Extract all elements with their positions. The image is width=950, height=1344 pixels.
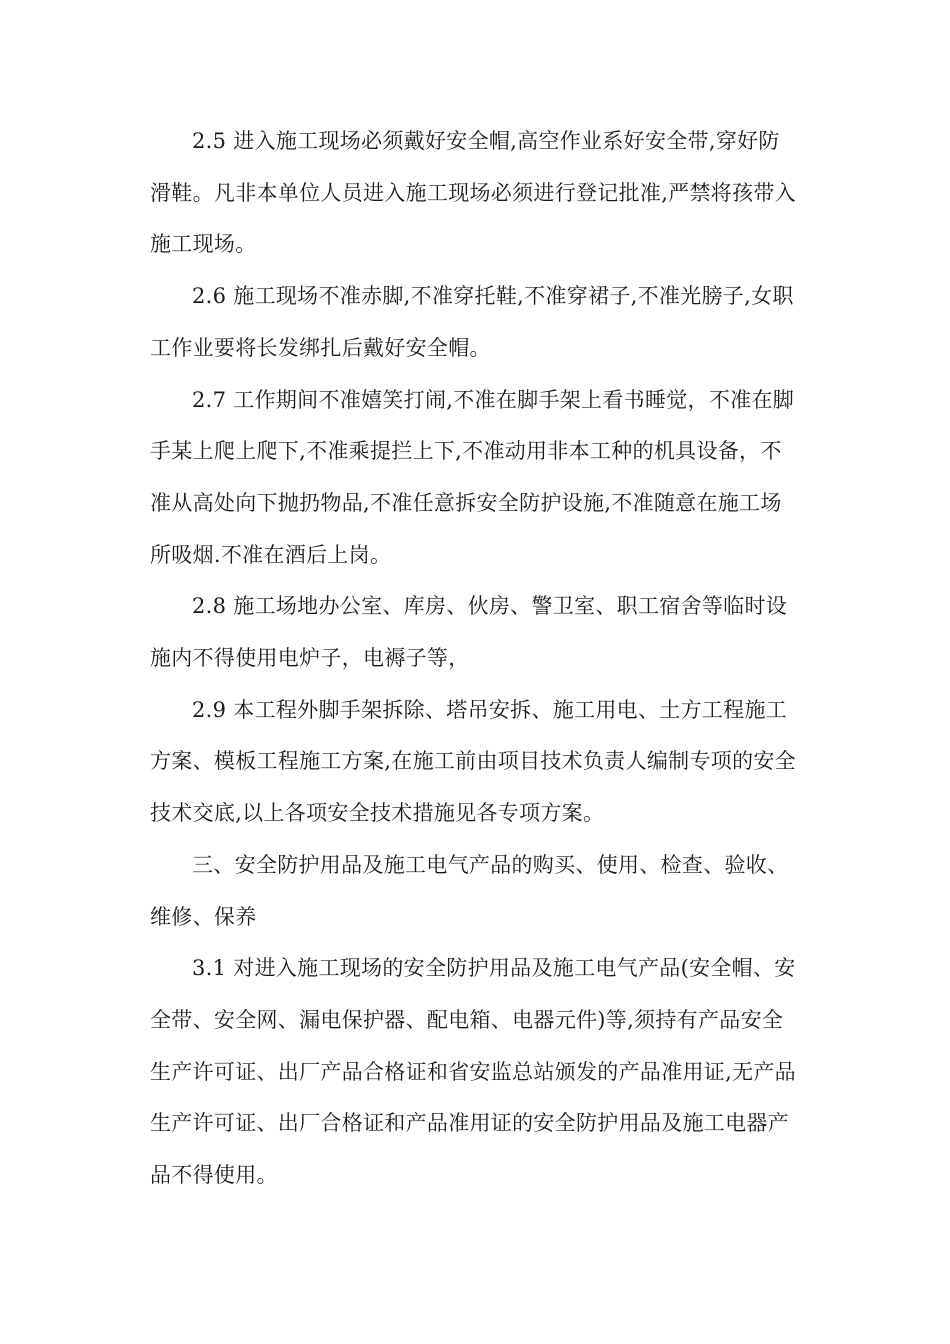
document-body [150,116,800,1202]
paragraph-2-9: 2.9 本工程外脚手架拆除、塔吊安拆、施工用电、土方工程施工方案、模板工程施工方案,在施工前由项目技术负责人编制专项的安全技术交底,以上各项安全技术措施见各专项方案。 [150,697,796,826]
paragraph-2-5: 2.5 进入施工现场必须戴好安全帽,高空作业系好安全带,穿好防滑鞋。凡非本单位人员进入施工现场必须进行登记批准,严禁将孩带入施工现场。 [150,129,796,257]
paragraph-2-7: 2.7 工作期间不准嬉笑打闹,不准在脚手架上看书睡觉，不准在脚手某上爬上爬下,不准乘提拦上下,不准动用非本工种的机具设备，不准从高处向下抛扔物品,不准任意拆安全防护设施,不准随意在施工场所吸烟.不准在酒后上岗。 [150,387,795,567]
paragraph-2-8: 2.8 施工场地办公室、库房、伙房、警卫室、职工宿舍等临时设施内不得使用电炉子，电褥子等， [150,594,788,671]
paragraph-2-6: 2.6 施工现场不准赤脚,不准穿托鞋,不准穿裙子,不准光膀子,女职工作业要将长发绑扎后戴好安全帽。 [150,284,794,360]
section-heading-3: 三、安全防护用品及施工电气产品的购买、使用、检查、验收、维修、保养 [150,852,789,929]
paragraph-3-1: 3.1 对进入施工现场的安全防护用品及施工电气产品(安全帽、安全带、安全网、漏电保护器、配电箱、电器元件)等,须持有产品安全生产许可证、出厂产品合格证和省安监总站颁发的产品准用证,无产品生产许可证、出厂合格证和产品准用证的安全防护用品及施工电器产品不得使用。 [150,956,796,1188]
